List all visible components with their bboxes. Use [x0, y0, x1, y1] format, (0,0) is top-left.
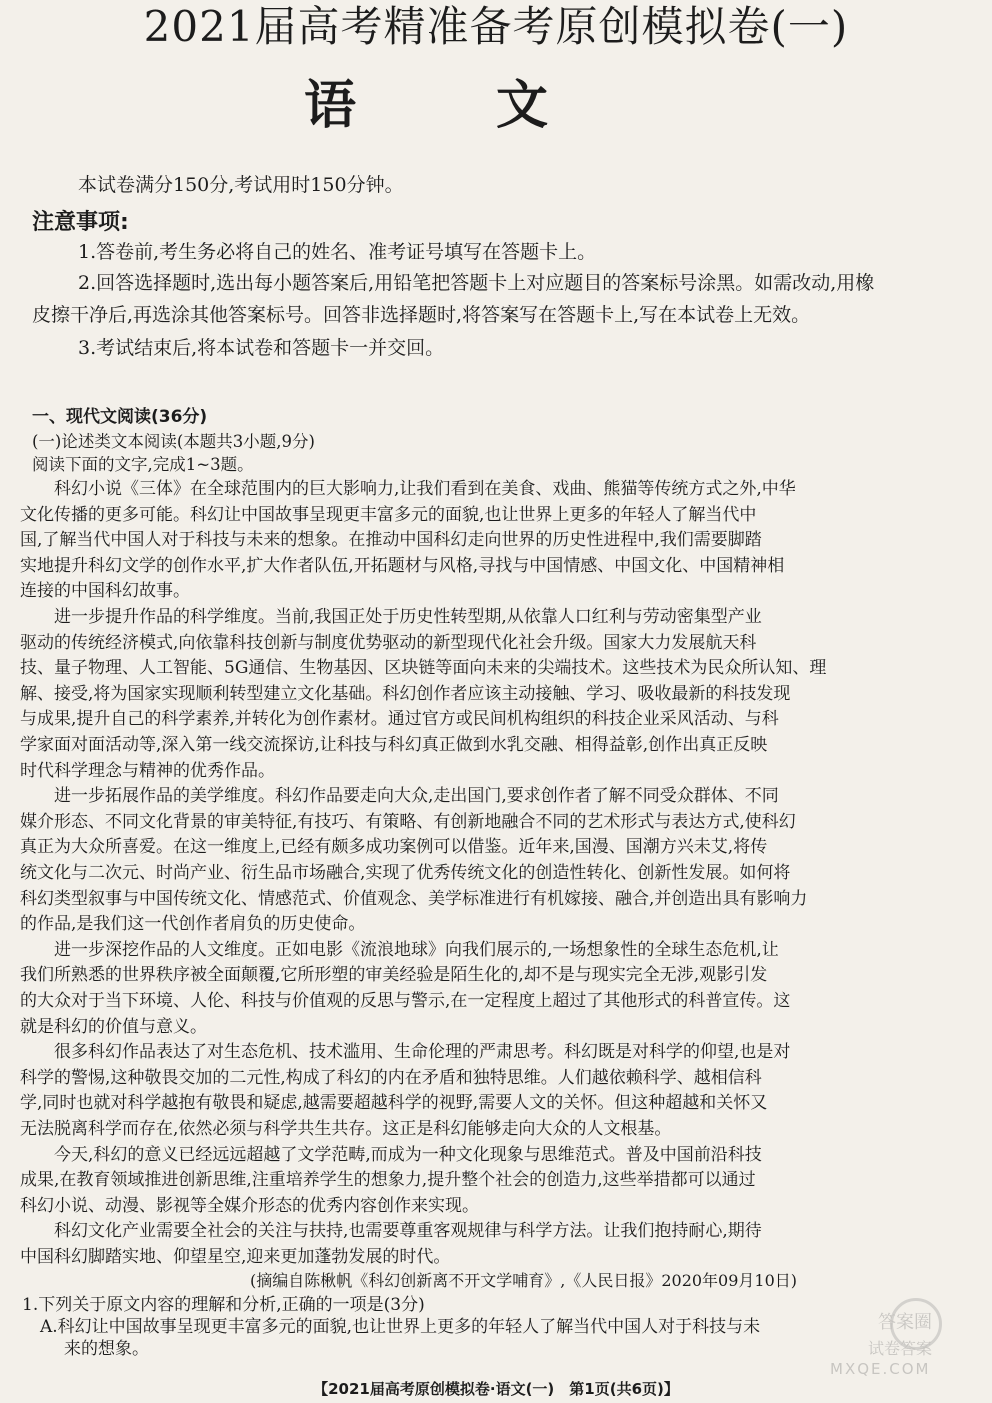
notice-item: 1.答卷前,考生务必将自己的姓名、准考证号填写在答题卡上。 [78, 241, 597, 263]
passage-line: 我们所熟悉的世界秩序被全面颠覆,它所形塑的审美经验是陌生化的,却不是与现实完全无涉,观影引发 [20, 965, 768, 986]
passage-line: 成果,在教育领域推进创新思维,注重培养学生的想象力,提升整个社会的创造力,这些举措都可以通过 [20, 1170, 756, 1191]
watermark-url: MXQE.COM [830, 1360, 931, 1378]
passage-line: 科幻小说《三体》在全球范围内的巨大影响力,让我们看到在美食、戏曲、熊猫等传统方式之外,中华 [20, 479, 796, 499]
passage-line: 很多科幻作品表达了对生态危机、技术滥用、生命伦理的严肃思考。科幻既是对科学的仰望,也是对 [20, 1042, 791, 1063]
question-stem: 1.下列关于原文内容的理解和分析,正确的一项是(3分) [22, 1295, 425, 1315]
passage-line: 学,同时也就对科学越抱有敬畏和疑虑,越需要超越科学的视野,需要人文的关怀。但这种超越和关怀又 [20, 1093, 768, 1114]
question-option-a: A.科幻让中国故事呈现更丰富多元的面貌,也让世界上更多的年轻人了解当代中国人对于科技与未 [40, 1317, 761, 1337]
passage-line: 真正为大众所喜爱。在这一维度上,已经有颇多成功案例可以借鉴。近年来,国漫、国潮方兴未艾,将传 [20, 837, 768, 858]
passage-line: 统文化与二次元、时尚产业、衍生品市场融合,实现了优秀传统文化的创造性转化、创新性发展。如何将 [20, 863, 791, 883]
passage-line: 实地提升科幻文学的创作水平,扩大作者队伍,开拓题材与风格,寻找与中国情感、中国文化、中国精神相 [20, 555, 785, 576]
exam-title: 2021届高考精准备考原创模拟卷(一) [143, 2, 849, 51]
passage-line: 国,了解当代中国人对于科技与未来的想象。在推动中国科幻走向世界的历史性进程中,我们需要脚踏 [20, 530, 762, 551]
passage-line: 驱动的传统经济模式,向依靠科技创新与制度优势驱动的新型现代化社会升级。国家大力发展航天科 [20, 632, 757, 653]
passage-line: 科幻文化产业需要全社会的关注与扶持,也需要尊重客观规律与科学方法。让我们抱持耐心,期待 [20, 1221, 762, 1242]
exam-intro: 本试卷满分150分,考试用时150分钟。 [78, 174, 404, 196]
subject-title: 语文 [303, 75, 688, 136]
notice-item: 皮擦干净后,再选涂其他答案标号。回答非选择题时,将答案写在答题卡上,写在本试卷上无效。 [32, 304, 811, 326]
passage-line: 科学的警惕,这种敬畏交加的二元性,构成了科幻的内在矛盾和独特思维。人们越依赖科学、越相信科 [20, 1067, 762, 1088]
notice-item: 3.考试结束后,将本试卷和答题卡一并交回。 [78, 337, 445, 359]
passage-line: 今天,科幻的意义已经远远超越了文学范畴,而成为一种文化现象与思维范式。普及中国前沿科技 [20, 1144, 762, 1165]
passage-line: 技、量子物理、人工智能、5G通信、生物基因、区块链等面向未来的尖端技术。这些技术为民众所认知、理 [20, 658, 827, 679]
watermark-text: 答案圈 [878, 1312, 932, 1333]
passage-line: 进一步提升作品的科学维度。当前,我国正处于历史性转型期,从依靠人口红利与劳动密集型产业 [20, 607, 762, 627]
passage-line: 文化传播的更多可能。科幻让中国故事呈现更丰富多元的面貌,也让世界上更多的年轻人了解当代中 [20, 504, 757, 525]
passage-line: 科幻小说、动漫、影视等全媒介形态的优秀内容创作来实现。 [20, 1195, 479, 1216]
passage-line: 与成果,提升自己的科学素养,并转化为创作素材。通过官方或民间机构组织的科技企业采风活动、与科 [20, 709, 779, 730]
section-heading: 一、现代文阅读(36分) [32, 407, 208, 427]
section-instruction: 阅读下面的文字,完成1~3题。 [32, 455, 254, 474]
section-subheading: (一)论述类文本阅读(本题共3小题,9分) [32, 432, 315, 451]
passage-line: 的大众对于当下环境、人伦、科技与价值观的反思与警示,在一定程度上超过了其他形式的科普宣传。这 [20, 991, 791, 1011]
passage-line: 学家面对面活动等,深入第一线交流探访,让科技与科幻真正做到水乳交融、相得益彰,创作出真正反映 [20, 735, 768, 755]
passage-line: 媒介形态、不同文化背景的审美特征,有技巧、有策略、有创新地融合不同的艺术形式与表达方式,使科幻 [20, 811, 796, 832]
passage-line: 进一步拓展作品的美学维度。科幻作品要走向大众,走出国门,要求创作者了解不同受众群体、不同 [20, 786, 779, 807]
watermark-logo [830, 1296, 980, 1376]
passage-line: 进一步深挖作品的人文维度。正如电影《流浪地球》向我们展示的,一场想象性的全球生态危机,让 [20, 939, 779, 960]
passage-line: 中国科幻脚踏实地、仰望星空,迎来更加蓬勃发展的时代。 [20, 1247, 451, 1267]
passage-source: (摘编自陈楸帆《科幻创新离不开文学哺育》,《人民日报》2020年09月10日) [250, 1271, 798, 1290]
page-footer: 【2021届高考原创模拟卷·语文(一) 第1页(共6页)】 [313, 1380, 679, 1398]
question-option-a-cont: 来的想象。 [64, 1339, 149, 1359]
passage-line: 的作品,是我们这一代创作者肩负的历史使命。 [20, 914, 366, 935]
passage-line: 无法脱离科学而存在,依然必须与科学共生共存。这正是科幻能够走向大众的人文根基。 [20, 1119, 672, 1139]
notice-heading: 注意事项: [32, 210, 129, 235]
watermark-text: 试卷答案 [868, 1339, 933, 1358]
passage-line: 科幻类型叙事与中国传统文化、情感范式、价值观念、美学标准进行有机嫁接、融合,并创造出具有影响力 [20, 888, 808, 909]
passage-line: 连接的中国科幻故事。 [20, 581, 190, 602]
passage-line: 解、接受,将为国家实现顺利转型建立文化基础。科幻创作者应该主动接触、学习、吸收最新的科技发现 [20, 683, 791, 704]
passage-line: 就是科幻的价值与意义。 [20, 1016, 207, 1037]
passage-line: 时代科学理念与精神的优秀作品。 [20, 760, 275, 781]
notice-item: 2.回答选择题时,选出每小题答案后,用铅笔把答题卡上对应题目的答案标号涂黑。如需改动,用橡 [78, 272, 875, 294]
